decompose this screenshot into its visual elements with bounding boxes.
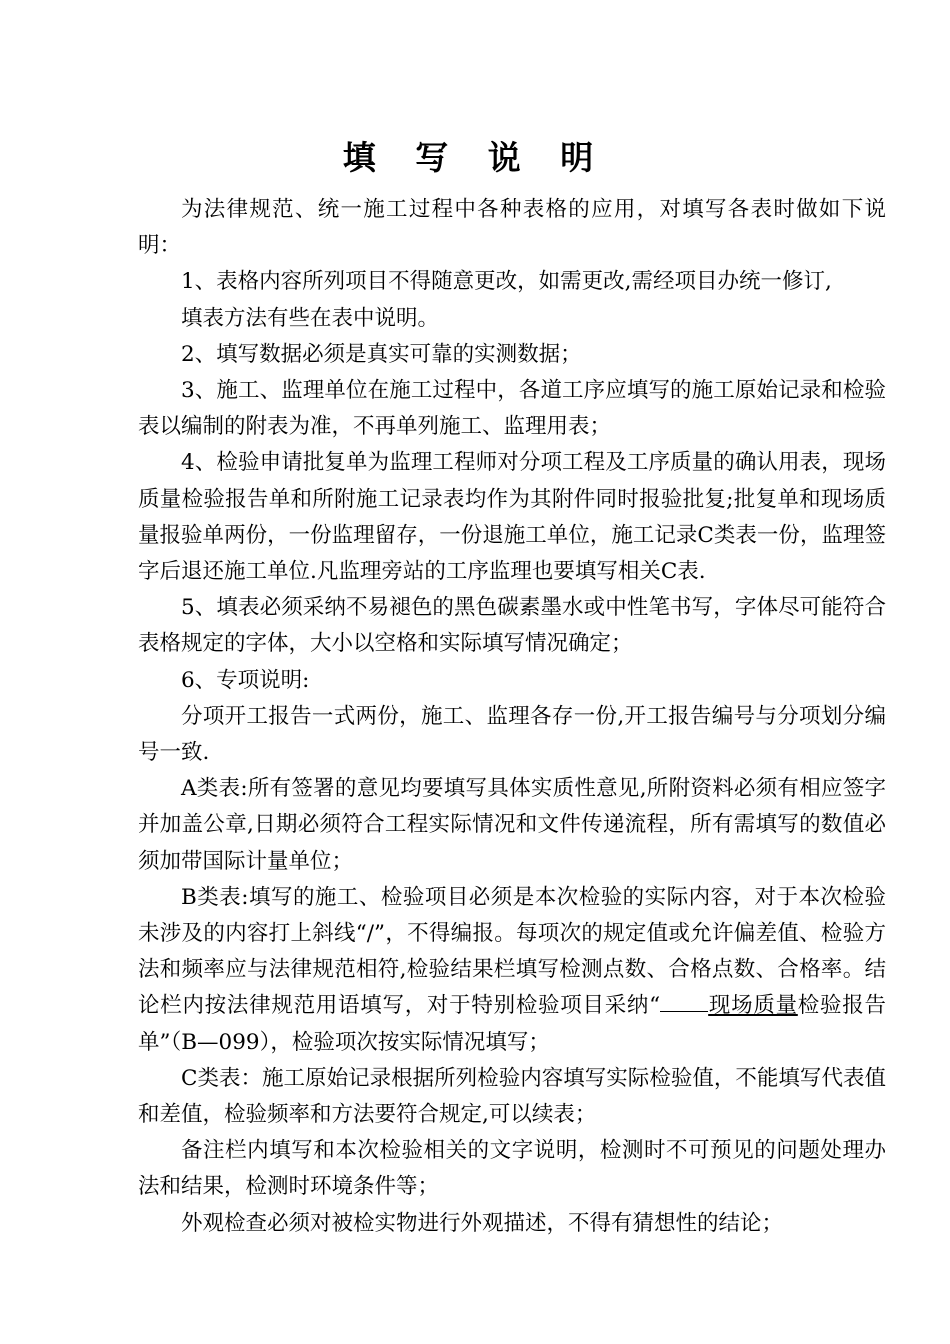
item-4-paragraph: 4、检验申请批复单为监理工程师对分项工程及工序质量的确认用表，现场质量检验报告单和所附施工记录表均作为其附件同时报验批复;批复单和现场质量报验单两份，一份监理留存，一份退施工单位，施工记录C类表一份，监理签字后退还施工单位.凡监理旁站的工序监理也要填写相关C表. [138, 450, 886, 585]
kaigong-paragraph: 分项开工报告一式两份，施工、监理各存一份,开工报告编号与分项划分编号一致. [138, 703, 886, 766]
remarks-paragraph: 备注栏内填写和本次检验相关的文字说明，检测时不可预见的问题处理办法和结果，检测时环境条件等； [138, 1138, 886, 1200]
item-6-heading: 6、专项说明: [181, 667, 310, 693]
b-table-paragraph [138, 880, 886, 1061]
document-body [138, 192, 886, 1242]
page-title: 填 写 说 明 [342, 138, 608, 177]
intro-paragraph: 为法律规范、统一施工过程中各种表格的应用，对填写各表时做如下说明： [138, 197, 886, 259]
appearance-paragraph: 外观检查必须对被检实物进行外观描述，不得有猜想性的结论； [181, 1210, 784, 1236]
item-5-paragraph: 5、填表必须采纳不易褪色的黑色碳素墨水或中性笔书写，字体尽可能符合表格规定的字体，大小以空格和实际填写情况确定； [138, 595, 886, 657]
b-table-main-text: B类表:填写的施工、检验项目必须是本次检验的实际内容，对于本次检验未涉及的内容打上斜线“/”，不得编报。每项次的规定值或允许偏差值、检验方法和频率应与法律规范相符,检验结果栏填写检测点数、合格点数、合格率。结论栏内按法律规范用语填写，对于特别检验项目采纳 [138, 884, 886, 1019]
item-3-paragraph: 3、施工、监理单位在施工过程中，各道工序应填写的施工原始记录和检验表以编制的附表为准，不再单列施工、监理用表； [138, 378, 886, 440]
blank-underline [660, 991, 708, 1012]
item-1-line-2: 填表方法有些在表中说明。 [181, 305, 440, 331]
b-table-tail-text: 检验报告单”（B—099），检验项次按实际情况填写； [138, 993, 886, 1055]
b-table-open-quote: “ [649, 993, 661, 1019]
a-table-paragraph: A类表:所有签署的意见均要填写具体实质性意见,所附资料必须有相应签字并加盖公章,日期必须符合工程实际情况和文件传递流程，所有需填写的数值必须加带国际计量单位； [138, 776, 886, 874]
item-2-paragraph: 2、填写数据必须是真实可靠的实测数据； [181, 341, 582, 367]
c-table-paragraph: C类表：施工原始记录根据所列检验内容填写实际检验值，不能填写代表值和差值，检验频率和方法要符合规定,可以续表； [138, 1065, 886, 1128]
item-1-line-1: 1、表格内容所列项目不得随意更改，如需更改,需经项目办统一修订, [181, 269, 832, 295]
b-table-underlined-text: 现场质量 [708, 993, 798, 1019]
